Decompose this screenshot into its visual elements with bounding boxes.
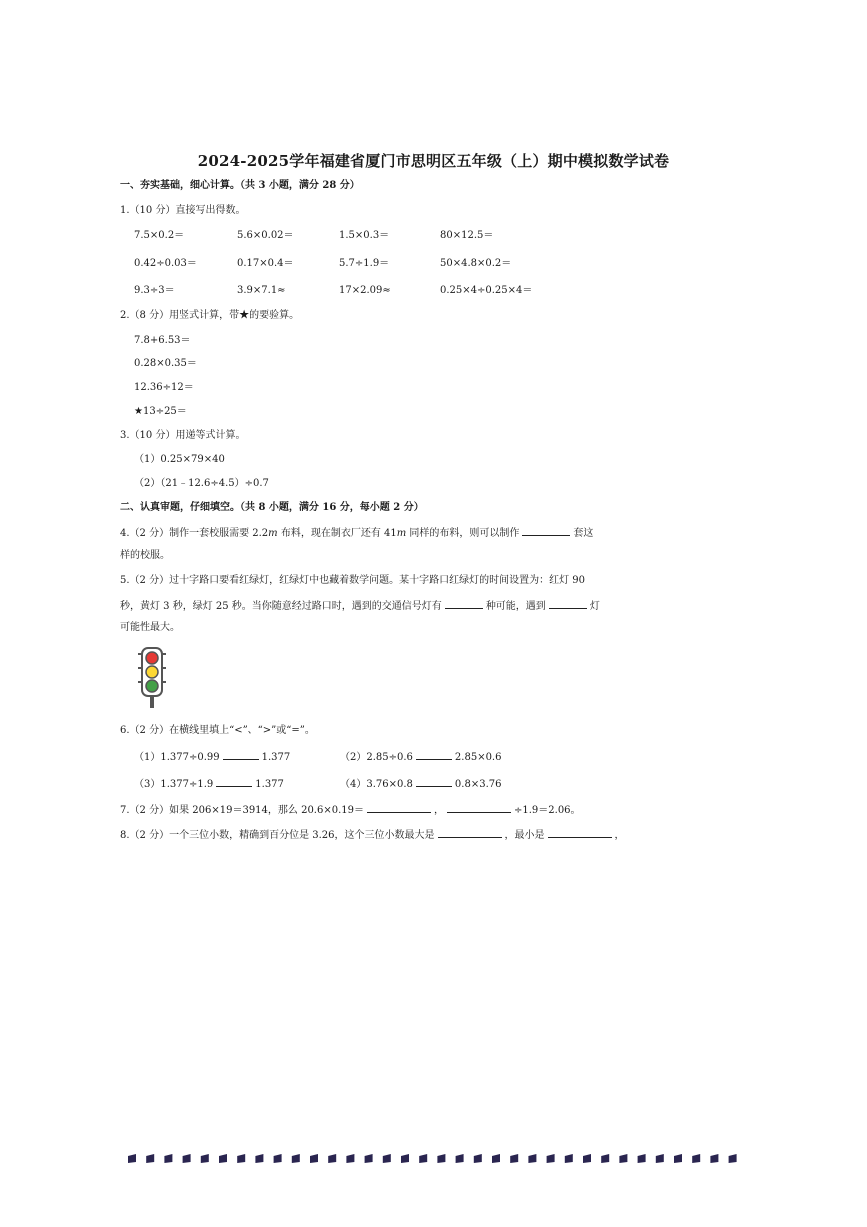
dash-mark xyxy=(292,1154,300,1163)
section2-heading: 二、认真审题，仔细填空。（共 8 小题，满分 16 分，每小题 2 分） xyxy=(120,502,424,513)
q6-left: （3）1.377÷1.9 xyxy=(134,779,214,790)
dash-mark xyxy=(638,1154,646,1163)
q4-text-c: 同样的布料，则可以制作 xyxy=(406,528,520,539)
dash-mark xyxy=(328,1154,336,1163)
q5-line3: 可能性最大。 xyxy=(120,622,180,633)
dash-mark xyxy=(255,1154,263,1163)
dash-mark xyxy=(510,1154,518,1163)
q1-item: 17×2.09≈ xyxy=(339,285,391,296)
q2-item: ★13÷25＝ xyxy=(134,406,187,417)
q6-label: 6.（2 分）在横线里填上“<”、“>”或“=”。 xyxy=(120,725,315,736)
q4-line2: 样的校服。 xyxy=(120,550,170,561)
answer-blank[interactable] xyxy=(438,827,502,838)
answer-blank[interactable] xyxy=(548,827,612,838)
q4-text-d: 套这 xyxy=(573,528,594,539)
dash-mark xyxy=(237,1154,245,1163)
q6-item xyxy=(134,749,290,765)
q5-line2 xyxy=(120,598,600,614)
q1-item: 9.3÷3＝ xyxy=(134,285,175,296)
dash-mark xyxy=(365,1154,373,1163)
q5-text-a: 秒，黄灯 3 秒，绿灯 25 秒。当你随意经过路口时，遇到的交通信号灯有 xyxy=(120,601,442,612)
section1-heading: 一、夯实基础，细心计算。（共 3 小题，满分 28 分） xyxy=(120,180,360,191)
q2-item: 12.36÷12＝ xyxy=(134,382,194,393)
answer-blank[interactable] xyxy=(522,525,570,536)
q1-label: 1.（10 分）直接写出得数。 xyxy=(120,205,246,216)
dash-mark xyxy=(492,1154,500,1163)
q7-text-b: ÷1.9＝2.06。 xyxy=(514,805,581,816)
q7-sep: ， xyxy=(434,805,444,816)
dash-mark xyxy=(456,1154,464,1163)
dash-mark xyxy=(583,1154,591,1163)
dash-mark xyxy=(419,1154,427,1163)
q3-item: （1）0.25×79×40 xyxy=(134,454,225,465)
dash-mark xyxy=(674,1154,682,1163)
q8-line xyxy=(120,827,625,843)
q6-item xyxy=(340,749,501,765)
answer-blank[interactable] xyxy=(223,749,259,760)
dash-mark xyxy=(547,1154,555,1163)
q6-item xyxy=(340,776,501,792)
q3-label: 3.（10 分）用递等式计算。 xyxy=(120,430,246,441)
dash-mark xyxy=(565,1154,573,1163)
q1-item: 3.9×7.1≈ xyxy=(237,285,286,296)
dash-mark xyxy=(692,1154,700,1163)
q6-right: 2.85×0.6 xyxy=(454,752,502,763)
q3-item: （2）（21﹣12.6÷4.5）÷0.7 xyxy=(134,478,269,489)
q1-item: 5.7÷1.9＝ xyxy=(339,258,390,269)
q6-right: 0.8×3.76 xyxy=(454,779,502,790)
q6-right: 1.377 xyxy=(261,752,291,763)
answer-blank[interactable] xyxy=(416,776,452,787)
q6-left: （4）3.76×0.8 xyxy=(340,779,413,790)
dash-mark xyxy=(601,1154,609,1163)
q7-text-a: 7.（2 分）如果 206×19＝3914，那么 20.6×0.19＝ xyxy=(120,805,364,816)
q6-right: 1.377 xyxy=(255,779,284,790)
dash-mark xyxy=(183,1154,191,1163)
q1-item: 0.42÷0.03＝ xyxy=(134,258,197,269)
q2-item: 0.28×0.35＝ xyxy=(134,358,197,369)
q8-text-a: 8.（2 分）一个三位小数，精确到百分位是 3.26，这个三位小数最大是 xyxy=(120,830,435,841)
dash-mark xyxy=(437,1154,445,1163)
q2-item: 7.8+6.53＝ xyxy=(134,335,191,346)
q1-item: 50×4.8×0.2＝ xyxy=(440,258,512,269)
dash-mark xyxy=(729,1154,737,1163)
q1-item: 80×12.5＝ xyxy=(440,230,494,241)
dash-mark xyxy=(146,1154,154,1163)
q1-item: 0.17×0.4＝ xyxy=(237,258,294,269)
answer-blank[interactable] xyxy=(216,776,252,787)
q2-label: 2.（8 分）用竖式计算，带★的要验算。 xyxy=(120,310,300,321)
dash-mark xyxy=(219,1154,227,1163)
dash-mark xyxy=(274,1154,282,1163)
dash-mark xyxy=(383,1154,391,1163)
q8-text-c: ， xyxy=(614,830,625,841)
dash-mark xyxy=(619,1154,627,1163)
dash-mark xyxy=(528,1154,536,1163)
q6-item xyxy=(134,776,284,792)
q4-line1 xyxy=(120,525,593,541)
answer-blank[interactable] xyxy=(416,749,452,760)
footer-dash-border xyxy=(128,1154,744,1164)
answer-blank[interactable] xyxy=(549,598,587,609)
dash-mark xyxy=(346,1154,354,1163)
traffic-light-icon xyxy=(136,647,168,709)
answer-blank[interactable] xyxy=(447,802,511,813)
q1-item: 7.5×0.2＝ xyxy=(134,230,185,241)
dash-mark xyxy=(128,1154,136,1163)
q6-left: （2）2.85÷0.6 xyxy=(340,752,413,763)
dash-mark xyxy=(401,1154,409,1163)
dash-mark xyxy=(656,1154,664,1163)
q8-text-b: ，最小是 xyxy=(504,830,545,841)
unit-m: m xyxy=(268,528,278,539)
q5-line1: 5.（2 分）过十字路口要看红绿灯，红绿灯中也藏着数学问题。某十字路口红绿灯的时间设置为：红灯 90 xyxy=(120,575,585,586)
answer-blank[interactable] xyxy=(367,802,431,813)
q4-text-a: 4.（2 分）制作一套校服需要 2.2 xyxy=(120,528,269,539)
q6-left: （1）1.377÷0.99 xyxy=(134,752,220,763)
dash-mark xyxy=(474,1154,482,1163)
q1-item: 1.5×0.3＝ xyxy=(339,230,390,241)
q4-text-b: 布料，现在制衣厂还有 41 xyxy=(277,528,397,539)
dash-mark xyxy=(201,1154,209,1163)
dash-mark xyxy=(164,1154,172,1163)
answer-blank[interactable] xyxy=(445,598,483,609)
q5-text-b: 种可能，遇到 xyxy=(485,601,546,612)
unit-m: m xyxy=(396,528,407,539)
page-title: 2024-2025学年福建省厦门市思明区五年级（上）期中模拟数学试卷 xyxy=(197,152,670,170)
q1-item: 0.25×4÷0.25×4＝ xyxy=(440,285,533,296)
dash-mark xyxy=(710,1154,718,1163)
q7-line xyxy=(120,802,581,818)
q1-item: 5.6×0.02＝ xyxy=(237,230,294,241)
dash-mark xyxy=(310,1154,318,1163)
q5-text-c: 灯 xyxy=(589,601,600,612)
